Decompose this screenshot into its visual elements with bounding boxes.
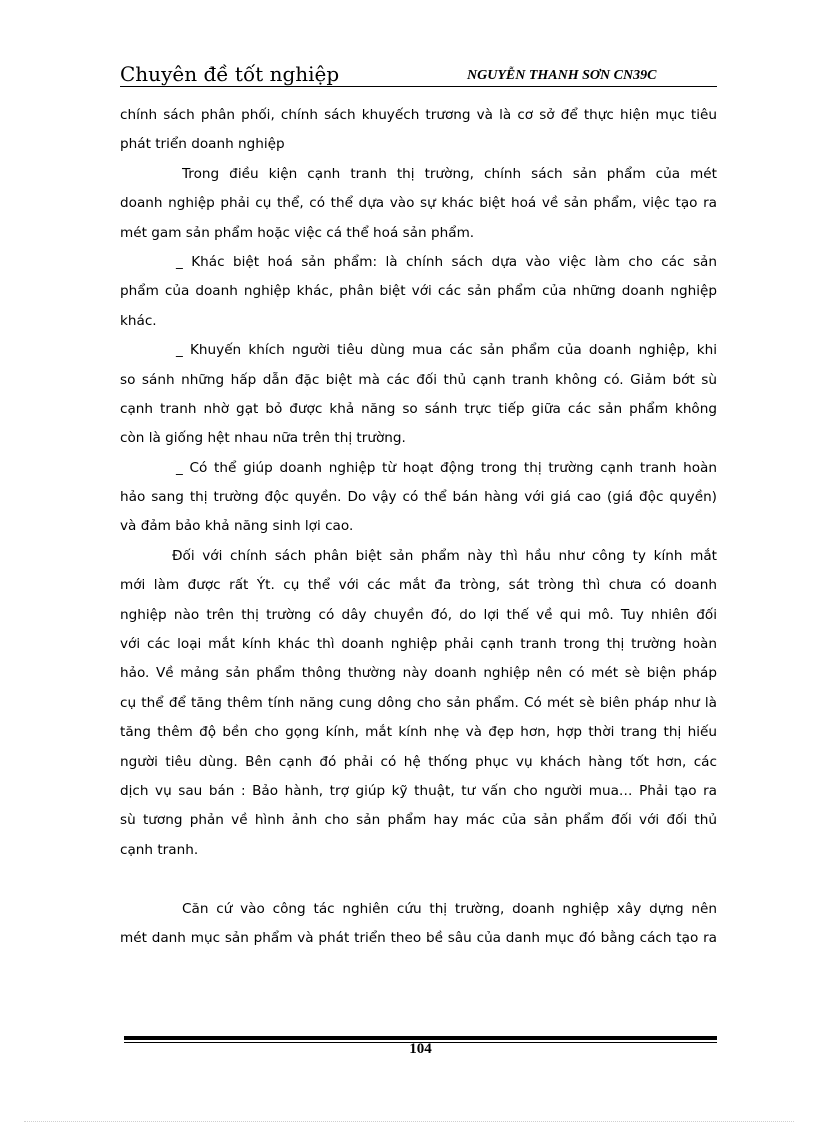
text-line: cạnh tranh. xyxy=(120,841,199,858)
page-edge-divider xyxy=(24,1121,794,1122)
paragraph xyxy=(120,248,717,336)
text-line: _ Có thể giúp doanh nghiệp từ hoạt động trong thị trường cạnh tranh hoàn xyxy=(176,459,717,476)
text-line: chính sách phân phối, chính sách khuyếch trương và là cơ sở để thực hiện mục tiêu xyxy=(120,107,717,123)
text-line: so sánh những hấp dẫn đặc biệt mà các đối thủ cạnh tranh không có. Giảm bớt sù xyxy=(120,371,717,388)
paragraph xyxy=(120,160,717,248)
text-line: còn là giống hệt nhau nữa trên thị trường. xyxy=(120,430,406,447)
paragraph xyxy=(120,895,717,954)
text-line: phát triển doanh nghiệp xyxy=(120,136,285,153)
paragraph xyxy=(120,542,717,865)
text-line: mới làm được rất Ýt. cụ thể với các mắt đa tròng, sát tròng thì chưa có doanh xyxy=(120,577,717,594)
header-author: NGUYỄN THANH SƠN CN39C xyxy=(467,68,657,83)
paragraph xyxy=(120,101,717,160)
text-line: mét danh mục sản phẩm và phát triển theo bề sâu của danh mục đó bằng cách tạo ra xyxy=(120,929,717,946)
text-line: phẩm của doanh nghiệp khác, phân biệt với các sản phẩm của những doanh nghiệp xyxy=(120,283,717,300)
text-line: và đảm bảo khả năng sinh lợi cao. xyxy=(120,518,354,535)
page-number: 104 xyxy=(409,1041,432,1057)
text-line: hảo. Về mảng sản phẩm thông thường này doanh nghiệp nên có mét sè biện pháp xyxy=(120,665,717,682)
text-line: cụ thể để tăng thêm tính năng cung dông cho sản phẩm. Có mét sè biên pháp như là xyxy=(120,694,717,711)
text-line: Căn cứ vào công tác nghiên cứu thị trường, doanh nghiệp xây dựng nên xyxy=(182,900,717,917)
blank-line xyxy=(120,865,717,894)
text-line: _ Khuyến khích người tiêu dùng mua các sản phẩm của doanh nghiệp, khi xyxy=(176,342,717,359)
text-line: doanh nghiệp phải cụ thể, có thể dựa vào sự khác biệt hoá về sản phẩm, việc tạo ra xyxy=(120,195,717,212)
paragraph xyxy=(120,454,717,542)
paragraph xyxy=(120,336,717,454)
text-line: khác. xyxy=(120,312,157,329)
header-title: Chuyên đề tốt nghiệp xyxy=(120,62,340,86)
text-line: cạnh tranh nhờ gạt bỏ được khả năng so sánh trực tiếp giữa các sản phẩm không xyxy=(120,400,717,417)
text-line: mét gam sản phẩm hoặc việc cá thể hoá sản phẩm. xyxy=(120,224,475,241)
text-line: dịch vụ sau bán : Bảo hành, trợ giúp kỹ thuật, tư vấn cho người mua… Phải tạo ra xyxy=(120,782,717,799)
text-line: nghiệp nào trên thị trường có dây chuyền đó, do lợi thế về qui mô. Tuy nhiên đối xyxy=(120,606,717,623)
text-line: tăng thêm độ bền cho gọng kính, mắt kính nhẹ và đẹp hơn, hợp thời trang thị hiếu xyxy=(120,724,717,741)
text-line: hảo sang thị trường độc quyền. Do vậy có thể bán hàng với giá cao (giá độc quyền) xyxy=(120,489,717,506)
text-line: Trong điều kiện cạnh tranh thị trường, chính sách sản phẩm của mét xyxy=(182,165,717,182)
text-line: với các loại mắt kính khác thì doanh nghiệp phải cạnh tranh trong thị trường hoàn xyxy=(120,636,717,653)
page-header xyxy=(120,58,717,87)
text-line: người tiêu dùng. Bên cạnh đó phải có hệ thống phục vụ khách hàng tốt hơn, các xyxy=(120,753,717,770)
text-line: Đối với chính sách phân biệt sản phẩm này thì hầu như công ty kính mắt xyxy=(172,547,717,564)
text-line: _ Khác biệt hoá sản phẩm: là chính sách dựa vào việc làm cho các sản xyxy=(176,253,717,270)
text-line: sù tương phản về hình ảnh cho sản phẩm hay mác của sản phẩm đối với đối thủ xyxy=(120,812,717,829)
document-body xyxy=(120,101,717,953)
